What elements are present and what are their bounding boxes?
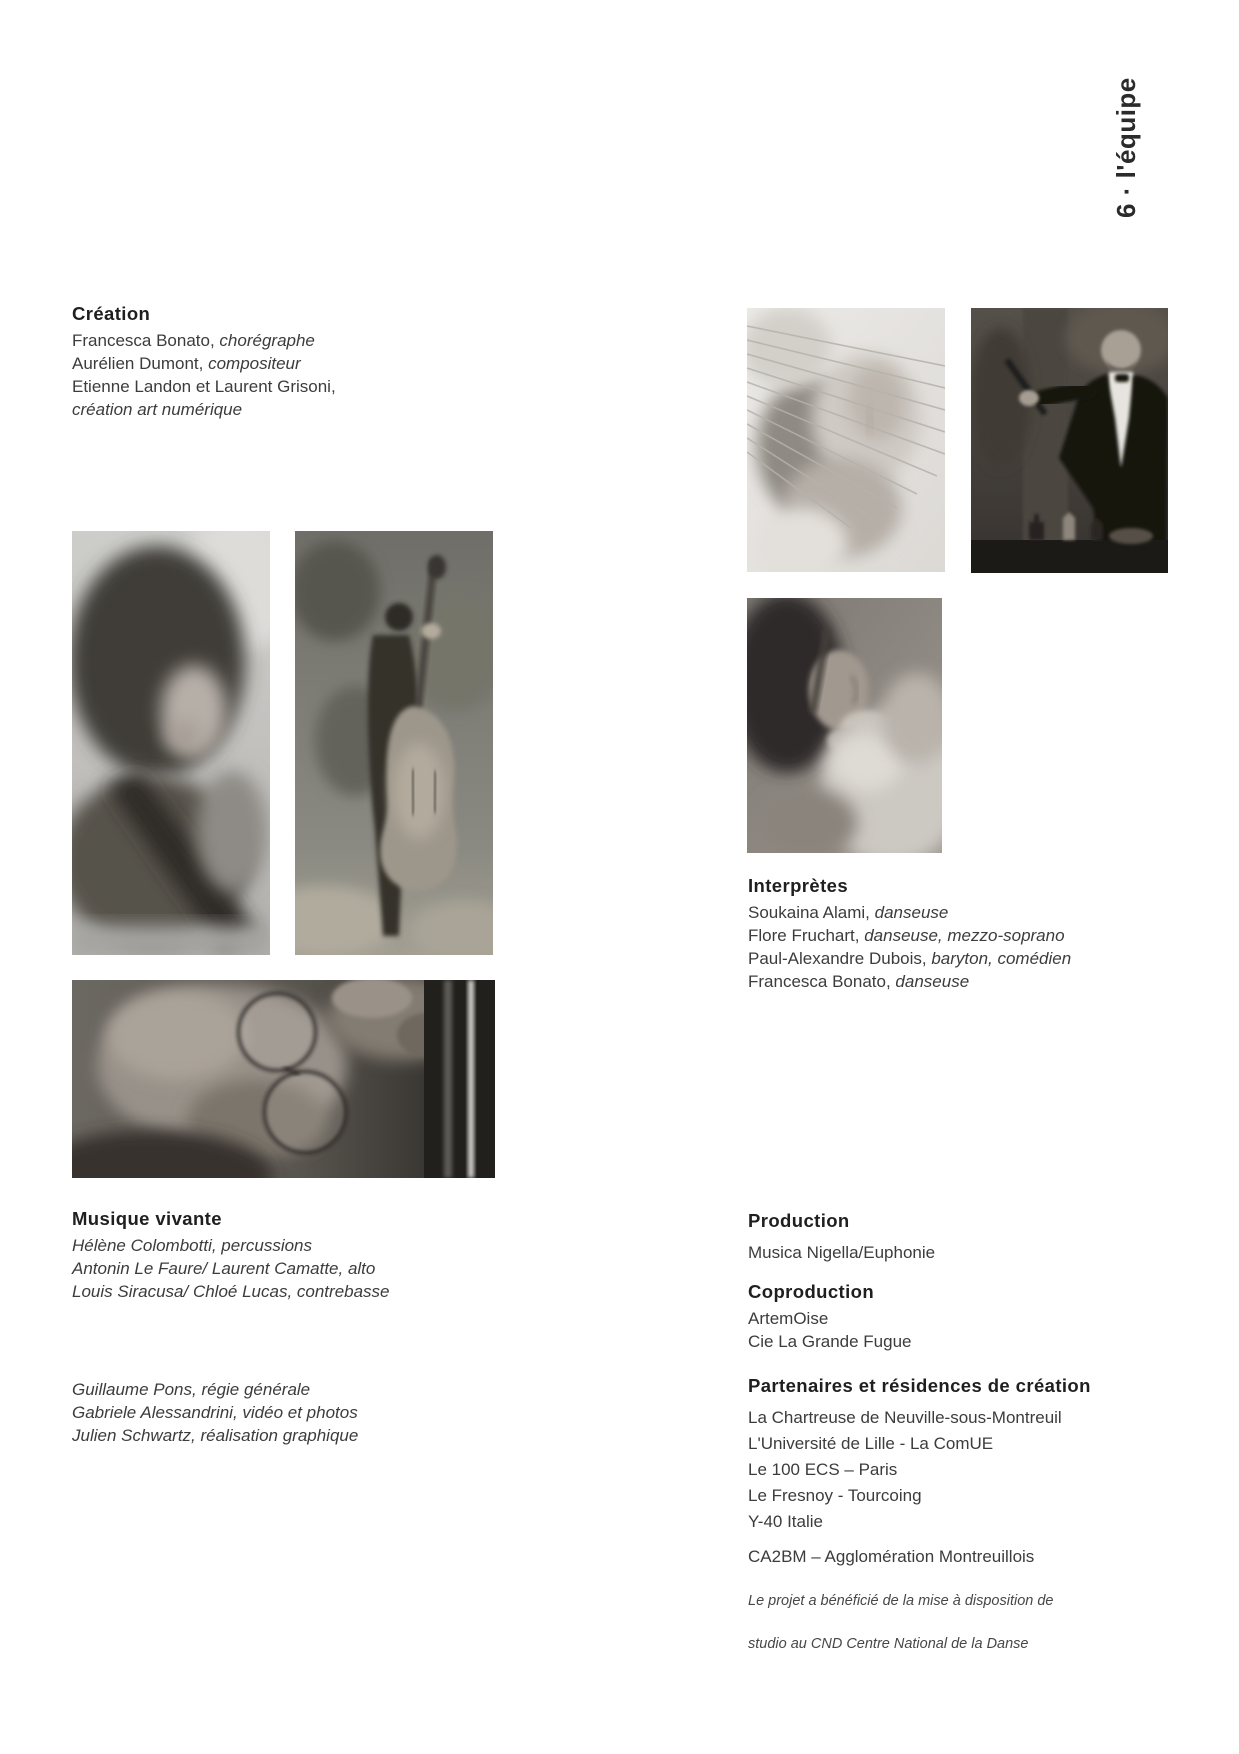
partner-item: L'Université de Lille - La ComUE [748,1434,994,1453]
credit-role: danseuse [874,903,949,922]
credit-name: Paul-Alexandre Dubois, [748,949,932,968]
partner-item: Y-40 Italie [748,1512,823,1531]
partner-item: Le 100 ECS – Paris [748,1460,898,1479]
page-number-vertical-label: 6 · l'équipe [1111,77,1141,218]
photo-double-bass-player [295,531,493,955]
coproduction-item: Cie La Grande Fugue [748,1332,912,1351]
credit-name: Flore Fruchart, [748,926,865,945]
section-partenaires-heading: Partenaires et résidences de création [748,1375,1091,1396]
credit-line [748,947,1071,970]
section-production [748,1210,935,1264]
section-coproduction-heading: Coproduction [748,1281,875,1302]
footnote-line: studio au CND Centre National de la Danse [748,1636,1029,1652]
partner-item: CA2BM – Agglomération Montreuillois [748,1547,1035,1566]
credit-line: Antonin Le Faure/ Laurent Camatte, alto [72,1259,376,1278]
section-interpretes-heading: Interprètes [748,875,849,896]
photo-double-exposure-woman [747,308,945,572]
section-partenaires [748,1375,1091,1570]
credit-name: Etienne Landon et Laurent Grisoni, [72,377,336,396]
section-creation-heading: Création [72,303,151,324]
credit-role: danseuse [895,972,970,991]
credit-line: Gabriele Alessandrini, vidéo et photos [72,1403,358,1422]
credit-line: Guillaume Pons, régie générale [72,1380,311,1399]
partner-item: Le Fresnoy - Tourcoing [748,1486,922,1505]
partner-item: La Chartreuse de Neuville-sous-Montreuil [748,1408,1062,1427]
credit-line: Louis Siracusa/ Chloé Lucas, contrebasse [72,1282,390,1301]
credit-role: baryton, comédien [931,949,1072,968]
credit-name: Aurélien Dumont, [72,354,209,373]
credit-line [748,924,1071,947]
credit-line [748,970,1071,993]
credit-line [72,398,336,421]
coproduction-item: ArtemOise [748,1309,829,1328]
section-production-heading: Production [748,1210,850,1231]
photo-portrait-woman [72,531,270,955]
production-item: Musica Nigella/Euphonie [748,1243,936,1262]
credit-name: Francesca Bonato, [748,972,896,991]
section-creation [72,303,336,421]
section-interpretes [748,875,1071,993]
section-musique-heading: Musique vivante [72,1208,222,1229]
section-technique [72,1378,358,1447]
photo-woman-clasped-hands [747,598,942,853]
page-corner-label [1111,77,1174,218]
credit-line [72,329,336,352]
footnote-line: Le projet a bénéficié de la mise à disposition de [748,1593,1054,1609]
section-coproduction [748,1281,912,1353]
credit-line [72,375,336,398]
section-musique-vivante [72,1208,390,1303]
credit-name: Francesca Bonato, [72,331,220,350]
credit-name: Soukaina Alami, [748,903,875,922]
credit-role: chorégraphe [219,331,315,350]
credit-line [72,352,336,375]
credit-role: création art numérique [72,400,243,419]
credit-role: compositeur [208,354,301,373]
credit-line: Julien Schwartz, réalisation graphique [72,1426,359,1445]
section-footnote [748,1580,1054,1666]
photo-man-round-glasses [72,980,495,1178]
credit-line [748,901,1071,924]
photo-man-in-tuxedo [971,308,1168,573]
credit-line: Hélène Colombotti, percussions [72,1236,313,1255]
credit-role: danseuse, mezzo-soprano [864,926,1065,945]
